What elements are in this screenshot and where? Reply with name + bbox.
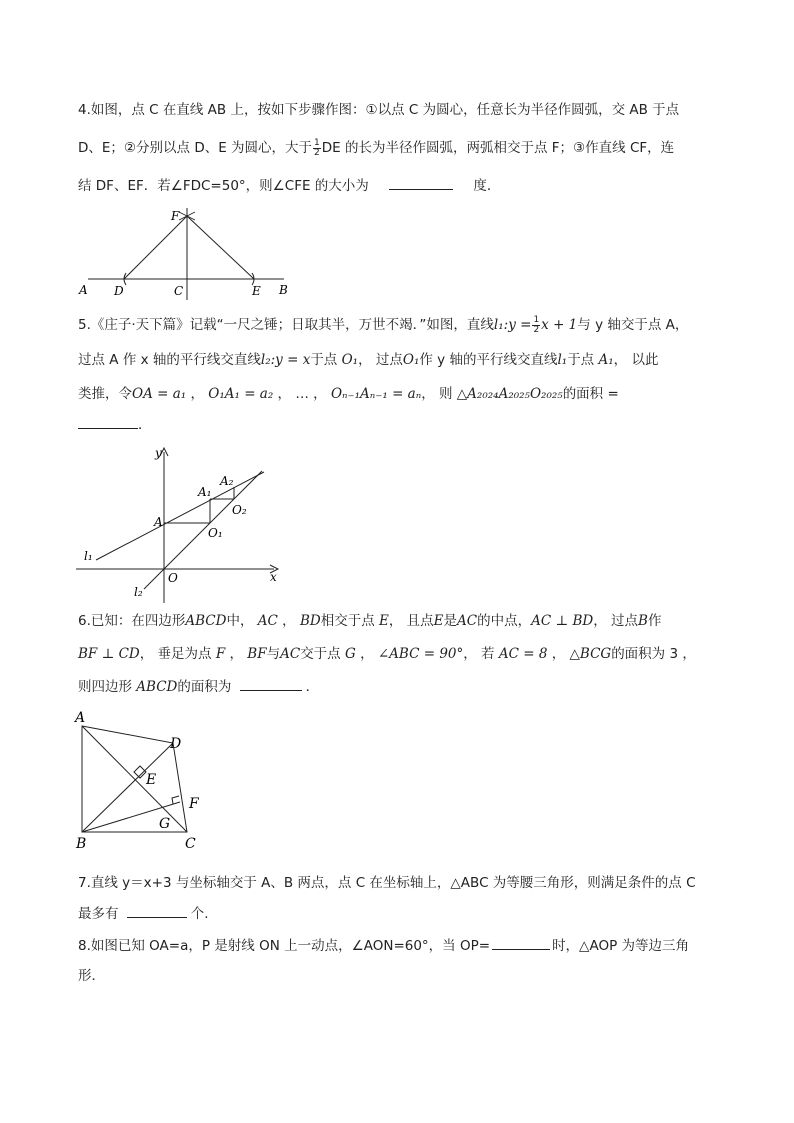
- q5-figure: [72, 440, 292, 606]
- q5-label-x: x: [270, 570, 277, 584]
- q6-label-a: A: [75, 710, 86, 726]
- q5-line2: 过点 A 作 x 轴的平行线交直线l₂:y = x于点 O₁， 过点O₁作 y 轴的平行线交直线l₁于点 A₁， 以此: [78, 352, 659, 368]
- q6-label-b: B: [76, 836, 87, 852]
- q6-label-g: G: [159, 816, 171, 832]
- q6-answer-blank[interactable]: [240, 676, 302, 691]
- q5-label-a: A: [154, 515, 163, 529]
- q4-label-a: A: [79, 283, 88, 297]
- q6-label-c: C: [185, 836, 196, 852]
- q5-label-o2: O₂: [232, 503, 247, 517]
- q4-answer-blank[interactable]: [389, 175, 453, 190]
- q5-label-l2: l₂: [134, 585, 143, 599]
- q5-label-a2: A₂: [220, 474, 234, 488]
- q5-line3: 类推，令OA = a₁ ， O₁A₁ = a₂ ， … ， Oₙ₋₁Aₙ₋₁ = aₙ， 则 △A₂₀₂₄A₂₀₂₅O₂₀₂₅的面积 =: [78, 386, 619, 402]
- q6-label-e: E: [146, 772, 157, 788]
- q5-answer-blank[interactable]: [78, 414, 138, 429]
- q4-line1: 4.如图，点 C 在直线 AB 上，按如下步骤作图：①以点 C 为圆心，任意长为半径作圆弧，交 AB 于点: [78, 102, 680, 118]
- q8-line1: 8.如图已知 OA=a，P 是射线 ON 上一动点，∠AON=60°，当 OP= 时，△AOP 为等边三角: [78, 935, 689, 956]
- q4-line3: 结 DF、EF．若∠FDC=50°，则∠CFE 的大小为 度．: [78, 175, 500, 196]
- q6-line1: 6.已知：在四边形ABCD中， AC ， BD相交于点 E， 且点E是AC的中点，AC ⊥ BD， 过点B作: [78, 613, 662, 629]
- q7-line2: 最多有 个.: [78, 903, 209, 924]
- q6-label-d: D: [170, 736, 182, 752]
- q7-line1: 7.直线 y＝x+3 与坐标轴交于 A、B 两点，点 C 在坐标轴上，△ABC 为等腰三角形，则满足条件的点 C: [78, 875, 696, 891]
- q8-answer-blank[interactable]: [492, 935, 550, 950]
- q5-label-a1: A₁: [198, 485, 212, 499]
- q4-segment-df: [124, 216, 187, 279]
- q8-line2: 形．: [78, 968, 105, 984]
- q5-label-y: y: [155, 446, 162, 460]
- q4-figure: [76, 204, 296, 300]
- q5-label-o: O: [168, 571, 178, 585]
- q4-fraction: $\frac{1}{2}$: [314, 137, 320, 158]
- q5-label-l1: l₁: [84, 549, 93, 563]
- q4-label-d: D: [114, 284, 124, 298]
- q6-right-angle-e: [134, 766, 146, 778]
- q4-segment-ef: [187, 216, 254, 279]
- q6-line2: BF ⊥ CD， 垂足为点 F ， BF与AC交于点 G ， ∠ABC = 90°， 若 AC = 8 ， △BCG的面积为 3 ，: [78, 646, 696, 662]
- q5-line1: 5.《庄子·天下篇》记载“一尺之锤；日取其半，万世不竭．”如图，直线l₁:y = $\frac{1}{2}$ x + 1与 y 轴交于点 A，: [78, 314, 689, 335]
- q5-fraction: $\frac{1}{2}$: [533, 314, 540, 335]
- q4-label-e: E: [252, 284, 261, 298]
- q7-answer-blank[interactable]: [127, 903, 187, 918]
- q4-label-f: F: [171, 209, 180, 223]
- q5-line4: ．: [78, 414, 152, 435]
- q4-label-c: C: [174, 284, 184, 298]
- q4-line2: D、E；②分别以点 D、E 为圆心，大于 $\frac{1}{2}$ DE 的长为半径作圆弧，两弧相交于点 F；③作直线 CF，连: [78, 137, 675, 158]
- q4-label-b: B: [279, 283, 288, 297]
- q6-label-f: F: [189, 796, 199, 812]
- q6-figure: [72, 708, 212, 854]
- q5-label-o1: O₁: [208, 526, 223, 540]
- q6-line3: 则四边形 ABCD的面积为 ．: [78, 676, 319, 697]
